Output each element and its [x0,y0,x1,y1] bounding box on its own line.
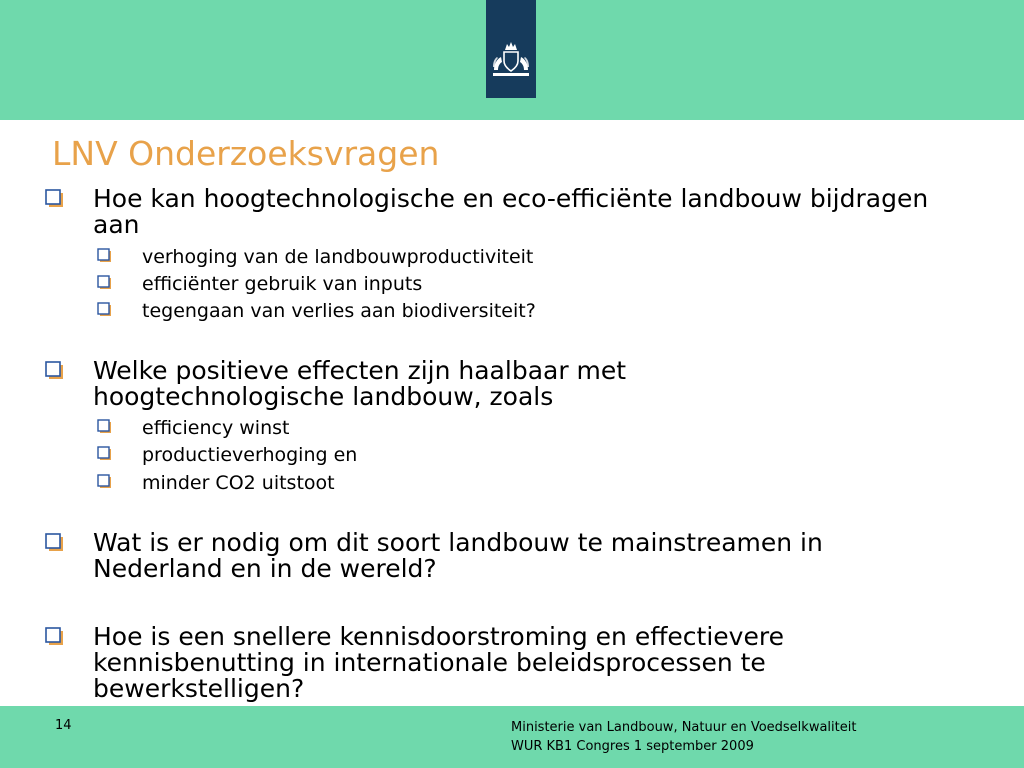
emblem-panel [486,0,536,98]
subitem-text: efficiency winst [142,417,290,439]
checkbox-bullet-icon [45,189,65,209]
page-number: 14 [55,718,72,733]
checkbox-bullet-icon [97,302,113,318]
checkbox-bullet-icon [45,361,65,381]
question-text: Welke positieve effecten zijn haalbaar met hoogtechnologische landbouw, zoals [93,356,627,411]
subitem-text: verhoging van de landbouwproductiviteit [142,246,534,268]
checkbox-bullet-icon [97,419,113,435]
checkbox-bullet-icon [97,248,113,264]
footer-organization: Ministerie van Landbouw, Natuur en Voedselkwaliteit [511,720,857,735]
checkbox-bullet-icon [45,533,65,553]
subitem-text: productieverhoging en [142,444,358,466]
coat-of-arms-icon [486,0,536,98]
slide-title: LNV Onderzoeksvragen [52,134,440,173]
subitem-text: efficiënter gebruik van inputs [142,273,423,295]
checkbox-bullet-icon [97,446,113,462]
checkbox-bullet-icon [45,627,65,647]
footer-band [0,706,1024,768]
subitem-text: tegengaan van verlies aan biodiversiteit? [142,300,536,322]
question-text: Wat is er nodig om dit soort landbouw te mainstreamen in Nederland en in de wereld? [93,528,823,583]
checkbox-bullet-icon [97,474,113,490]
question-text: Hoe is een snellere kennisdoorstroming en effectievere kennisbenutting in internationale beleidsprocessen te bewerkstelligen? [93,622,784,703]
subitem-text: minder CO2 uitstoot [142,472,335,494]
question-text: Hoe kan hoogtechnologische en eco-efficiënte landbouw bijdragen aan [93,184,929,239]
footer-event: WUR KB1 Congres 1 september 2009 [511,739,754,754]
checkbox-bullet-icon [97,275,113,291]
